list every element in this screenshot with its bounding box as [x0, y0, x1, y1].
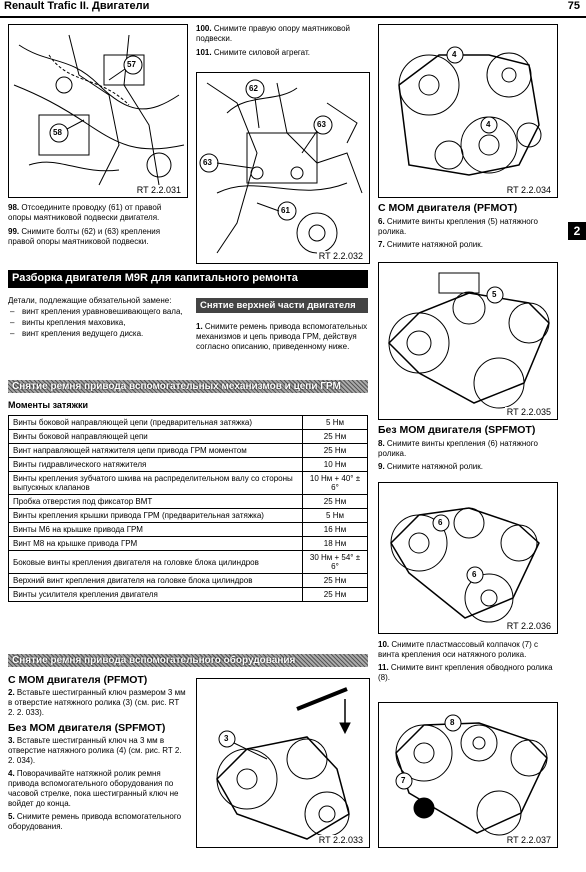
callout-57 [109, 56, 142, 80]
torque-value: 10 Нм + 40° ± 6° [303, 472, 368, 495]
callout-61 [257, 202, 296, 220]
idler-pulley-illustration [379, 703, 557, 847]
figure-caption: RT 2.2.035 [506, 407, 551, 417]
part-item: – винт крепления уравновешивающего вала, [8, 306, 186, 317]
page-number: 75 [567, 0, 580, 12]
torque-item-name: Винт направляющей натяжителя цепи привода ГРМ моментом [9, 444, 303, 458]
figure-rt-2-2-036 [378, 482, 558, 634]
figure-caption: RT 2.2.036 [506, 621, 551, 631]
figure-rt-2-2-037 [378, 702, 558, 848]
upper-section-title: Снятие верхней части двигателя [196, 298, 368, 313]
figure-caption: RT 2.2.033 [318, 835, 363, 845]
torque-item-name: Винты боковой направляющей цепи (предварительная затяжка) [9, 416, 303, 430]
step-100: 100. Снимите правую опору маятниковой подвески. [196, 24, 350, 43]
step-11: 11. Снимите винт крепления обводного ролика (8). [378, 663, 553, 682]
main-section-title: Разборка двигателя M9R для капитального ремонта [8, 270, 368, 288]
steps-10-11 [378, 640, 558, 683]
torque-value: 25 Нм [303, 430, 368, 444]
figure-rt-2-2-034 [378, 24, 558, 198]
step-3: 3. Вставьте шестигранный ключ на 3 мм в отверстие натяжного ролика (4) (см. рис. RT 2. 2. 034). [8, 736, 182, 765]
figure-rt-2-2-035 [378, 262, 558, 420]
chapter-tab: 2 [568, 222, 586, 240]
torque-row [9, 430, 368, 444]
step-7: 7. Снимите натяжной ролик. [378, 240, 483, 249]
step-101: 101. Снимите силовой агрегат. [196, 48, 310, 57]
section-heading: Без МОМ двигателя (SPFMOT) [8, 722, 166, 734]
part-item: – винт крепления ведущего диска. [8, 328, 186, 339]
part-item: – винты крепления маховика, [8, 317, 186, 328]
torque-item-name: Верхний винт крепления двигателя на головке блока цилиндров [9, 574, 303, 588]
section-heading: С МОМ двигателя (PFMOT) [378, 202, 518, 214]
label-8: 8 [450, 718, 455, 727]
hex-key-tensioner-illustration [197, 679, 369, 847]
label-58: 58 [53, 128, 62, 137]
torque-row [9, 537, 368, 551]
torque-heading: Моменты затяжки [8, 400, 89, 410]
torque-item-name: Винты усилителя крепления двигателя [9, 588, 303, 602]
step-5: 5. Снимите ремень привода вспомогательного оборудования. [8, 812, 182, 831]
step-1: 1. Снимите ремень привода вспомогательных механизмов и цепь привода ГРМ, действуя согласно описанию, приведенному ниже. [196, 322, 368, 351]
torque-item-name: Боковые винты крепления двигателя на головке блока цилиндров [9, 551, 303, 574]
torque-item-name: Винты М6 на крышке привода ГРМ [9, 523, 303, 537]
parts-heading: Детали, подлежащие обязательной замене: [8, 296, 172, 305]
parts-block [8, 296, 186, 339]
label-63: 63 [317, 120, 326, 129]
torque-value: 18 Нм [303, 537, 368, 551]
torque-item-name: Винты гидравлического натяжителя [9, 458, 303, 472]
torque-row [9, 472, 368, 495]
torque-value: 10 Нм [303, 458, 368, 472]
torque-item-name: Пробка отверстия под фиксатор ВМТ [9, 495, 303, 509]
step-6: 6. Снимите винты крепления (5) натяжного ролика. [378, 217, 538, 236]
belt-drive-illustration [379, 25, 557, 197]
label-3: 3 [224, 734, 229, 743]
torque-value: 25 Нм [303, 574, 368, 588]
step-10: 10. Снимите пластмассовый колпачок (7) с винта крепления оси натяжного ролика. [378, 640, 539, 659]
label-62: 62 [249, 84, 258, 93]
step-8: 8. Снимите винты крепления (6) натяжного ролика. [378, 439, 538, 458]
torque-value: 5 Нм [303, 509, 368, 523]
torque-table [8, 415, 368, 602]
step-99: 99. Снимите болты (62) и (63) крепления правой опоры маятниковой подвески. [8, 227, 161, 246]
label-61: 61 [281, 206, 290, 215]
label-6: 6 [472, 570, 477, 579]
torque-row [9, 588, 368, 602]
figure-caption: RT 2.2.031 [136, 185, 181, 195]
step-9: 9. Снимите натяжной ролик. [378, 462, 483, 471]
header-title: Renault Trafic II. Двигатели [4, 0, 150, 12]
torque-item-name: Винты боковой направляющей цепи [9, 430, 303, 444]
engine-wiring-illustration [9, 25, 187, 197]
pfmot-left-block [8, 674, 186, 832]
torque-value: 25 Нм [303, 495, 368, 509]
figure-caption: RT 2.2.032 [318, 251, 363, 261]
tensioner-illustration [379, 263, 557, 419]
torque-value: 5 Нм [303, 416, 368, 430]
page-header [0, 0, 586, 18]
aux-section-title: Снятие ремня привода вспомогательного оборудования [8, 654, 368, 667]
step-98: 98. Отсоедините проводку (61) от правой опоры маятниковой подвески двигателя. [8, 203, 162, 222]
figure-rt-2-2-033 [196, 678, 370, 848]
torque-item-name: Винты крепления крышки привода ГРМ (предварительная затяжка) [9, 509, 303, 523]
section-heading: С МОМ двигателя (PFMOT) [8, 674, 148, 686]
spfmot-right-block [378, 424, 558, 472]
steps-98-99 [8, 203, 186, 247]
torque-row [9, 416, 368, 430]
label-4: 4 [486, 120, 491, 129]
figure-rt-2-2-031 [8, 24, 188, 198]
torque-row [9, 495, 368, 509]
step-2: 2. Вставьте шестигранный ключ размером 3 мм в отверстие натяжного ролика (3) (см. рис. RT 2. 2. 033). [8, 688, 186, 717]
torque-row [9, 444, 368, 458]
torque-value: 25 Нм [303, 588, 368, 602]
belt-chain-section-title: Снятие ремня привода вспомогательных механизмов и цепи ГРМ [8, 380, 368, 393]
tensioner-bolts-illustration [379, 483, 557, 633]
label-6: 6 [438, 518, 443, 527]
parts-list [8, 306, 186, 339]
torque-row [9, 574, 368, 588]
label-4: 4 [452, 50, 457, 59]
steps-100-101 [196, 24, 368, 58]
label-57: 57 [127, 60, 136, 69]
torque-item-name: Винт М8 на крышке привода ГРМ [9, 537, 303, 551]
pfmot-right-block [378, 202, 558, 250]
torque-value: 16 Нм [303, 523, 368, 537]
engine-mount-illustration [197, 73, 369, 263]
torque-row [9, 458, 368, 472]
torque-item-name: Винты крепления зубчатого шкива на распределительном валу со стороны выпускных клапанов [9, 472, 303, 495]
torque-row [9, 523, 368, 537]
figure-caption: RT 2.2.037 [506, 835, 551, 845]
label-7: 7 [401, 776, 406, 785]
label-63: 63 [203, 158, 212, 167]
torque-row [9, 551, 368, 574]
figure-rt-2-2-032 [196, 72, 370, 264]
torque-value: 30 Нм + 54° ± 6° [303, 551, 368, 574]
figure-caption: RT 2.2.034 [506, 185, 551, 195]
step-4: 4. Поворачивайте натяжной ролик ремня привода вспомогательного оборудования по часовой стрелке, пока шестигранный ключ не войдет до конца. [8, 769, 179, 808]
torque-row [9, 509, 368, 523]
label-5: 5 [492, 290, 497, 299]
section-heading: Без МОМ двигателя (SPFMOT) [378, 424, 536, 436]
torque-value: 25 Нм [303, 444, 368, 458]
